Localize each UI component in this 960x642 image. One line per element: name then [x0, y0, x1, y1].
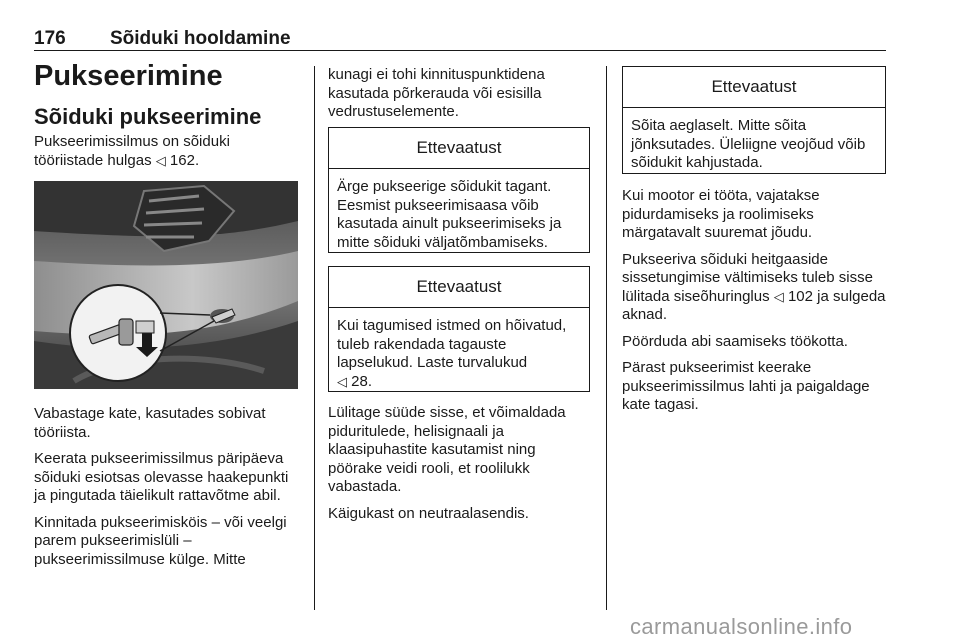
- running-title: Sõiduki hooldamine: [110, 28, 291, 49]
- column-divider: [606, 66, 607, 610]
- column-1-body: [34, 405, 302, 577]
- section-title: Pukseerimine: [34, 60, 223, 92]
- page-reference-icon: ◁: [773, 288, 784, 304]
- paragraph-text: ja sulgeda aknad.: [622, 287, 886, 323]
- column-3-body: [622, 187, 888, 423]
- paragraph: [622, 251, 888, 325]
- page-reference-icon: ◁: [155, 152, 166, 168]
- paragraph: Kinnitada pukseerimisköis – või veelgi parem pukseerimislüli – pukseerimissilmuse külge. Mitte: [34, 513, 287, 568]
- column-1-intro: [34, 133, 302, 170]
- paragraph: kunagi ei tohi kinnituspunktidena kasutada põrkerauda või esisilla vedrustuselemente.: [328, 66, 545, 120]
- page-reference-icon: ◁: [337, 373, 347, 389]
- caution-box: [328, 127, 590, 253]
- caution-title: Ettevaatust: [329, 128, 589, 169]
- paragraph: Keerata pukseerimissilmus päripäeva sõiduki esiotsas olevasse haakepunkti ja pingutada täielikult rattavõtme abil.: [34, 450, 289, 504]
- intro-line-2: [34, 152, 302, 171]
- caution-text: Sõita aeglaselt. Mitte sõita jõnksutades. Üleliigne veojõud võib sõidukit kahjustada.: [631, 117, 866, 171]
- caution-box: [328, 266, 590, 392]
- column-2-body: [328, 404, 590, 531]
- paragraph: Lülitage süüde sisse, et võimaldada piduritulede, helisignaali ja klaasipuhastite kasutamist ning pöörake veidi rooli, et roolilukk vabastada.: [328, 404, 566, 495]
- caution-page-reference[interactable]: 28.: [351, 372, 373, 390]
- column-divider: [314, 66, 315, 610]
- paragraph-text: Pukseeriva sõiduki heitgaaside sissetungimise vältimiseks tuleb sisse lülitada siseõhuringlus: [622, 250, 873, 305]
- paragraph: Pöörduda abi saamiseks töökotta.: [622, 332, 848, 350]
- tow-eye-illustration: [34, 181, 298, 389]
- paragraph: Kui mootor ei tööta, vajatakse pidurdamiseks ja roolimiseks märgatavalt suuremat jõudu.: [622, 187, 820, 241]
- vehicle-front-bumper-image: [34, 181, 298, 389]
- caution-body: Kui tagumised istmed on hõivatud, tuleb rakendada tagauste lapselukud. Laste turvalukud: [337, 317, 567, 371]
- intro-page-reference[interactable]: 162.: [169, 151, 200, 169]
- column-2-continuation: [328, 66, 590, 130]
- caution-box: [622, 66, 886, 174]
- page-reference[interactable]: 102: [787, 287, 813, 305]
- paragraph: Pärast pukseerimist keerake pukseerimissilmus lahti ja paigaldage kate tagasi.: [622, 359, 870, 413]
- caution-title: Ettevaatust: [329, 267, 589, 308]
- caution-text: [329, 308, 589, 399]
- paragraph: Käigukast on neutraalasendis.: [328, 504, 529, 522]
- watermark: carmanualsonline.info: [630, 614, 853, 639]
- caution-text: Ärge pukseerige sõidukit tagant. Eesmist pukseerimisaasa võib kasutada ainult pukseerimiseks ja mitte sõiduki väljatõmbamiseks.: [337, 178, 562, 251]
- intro-text: tööriistade hulgas: [34, 151, 152, 169]
- caution-title: Ettevaatust: [623, 67, 885, 108]
- page-header: [34, 26, 886, 51]
- paragraph: Vabastage kate, kasutades sobivat tööriista.: [34, 405, 266, 441]
- page-number: 176: [34, 28, 66, 49]
- section-subtitle: Sõiduki pukseerimine: [34, 104, 262, 129]
- intro-line-1: Pukseerimissilmus on sõiduki: [34, 133, 230, 150]
